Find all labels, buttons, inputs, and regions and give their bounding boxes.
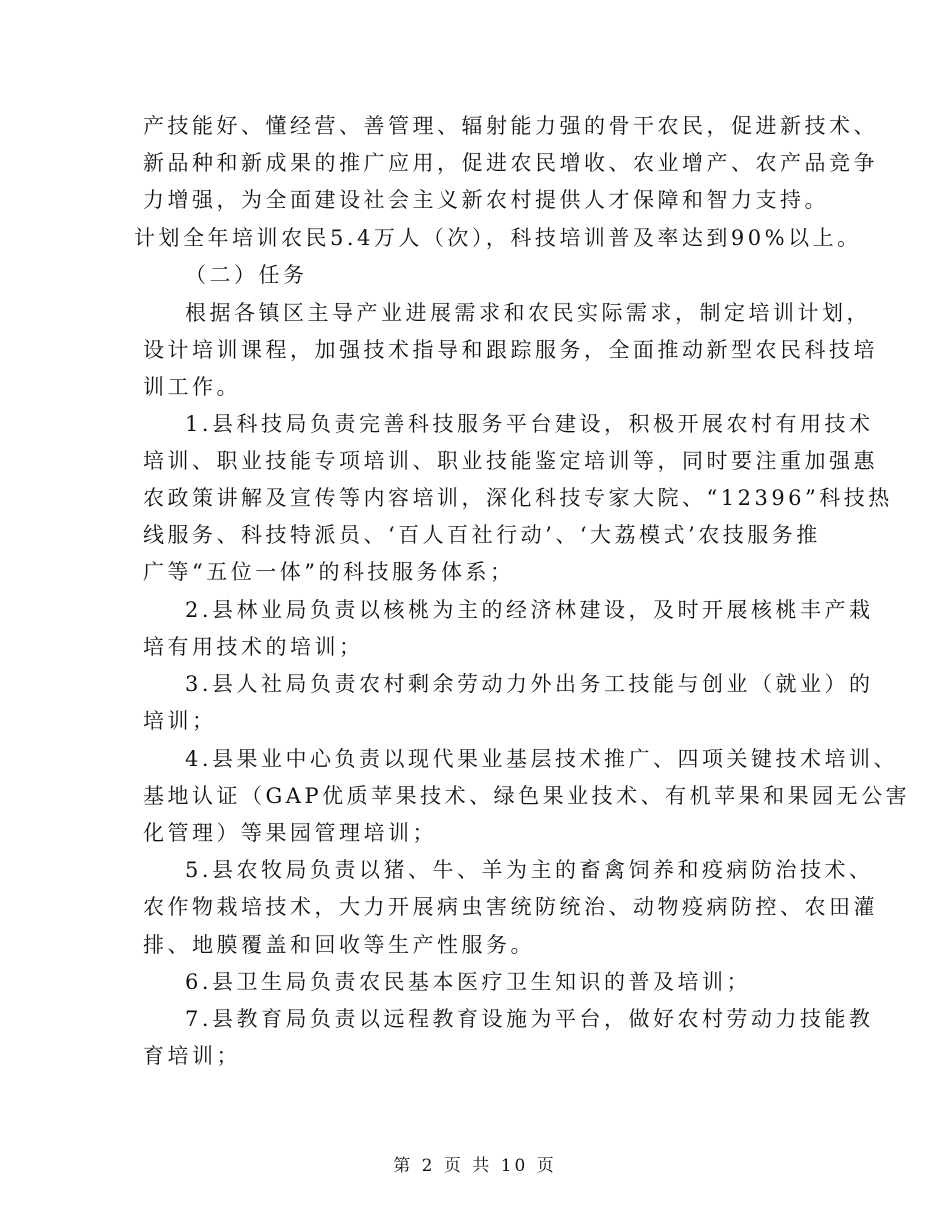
- text-line: 1.县科技局负责完善科技服务平台建设，积极开展农村有用技术: [185, 412, 874, 436]
- text-line: 3.县人社局负责农村剩余劳动力外出务工技能与创业（就业）的: [185, 672, 874, 696]
- text-line: 2.县林业局负责以核桃为主的经济林建设，及时开展核桃丰产栽: [185, 598, 874, 622]
- text-line: 培训、职业技能专项培训、职业技能鉴定培训等，同时要注重加强惠: [143, 449, 878, 473]
- text-line: 产技能好、懂经营、善管理、辐射能力强的骨干农民，促进新技术、: [143, 114, 878, 138]
- text-line: 力增强，为全面建设社会主义新农村提供人才保障和智力支持。: [143, 188, 829, 212]
- text-line: 根据各镇区主导产业进展需求和农民实际需求，制定培训计划，: [185, 301, 871, 325]
- text-line: 化管理）等果园管理培训；: [143, 821, 437, 845]
- text-line: 6.县卫生局负责农民基本医疗卫生知识的普及培训；: [185, 970, 752, 994]
- text-line: 农政策讲解及宣传等内容培训，深化科技专家大院、“12396”科技热: [143, 486, 893, 510]
- section-heading: （二）任务: [185, 263, 308, 287]
- text-line: 培有用技术的培训；: [143, 635, 364, 659]
- text-line: 线服务、科技特派员、‘百人百社行动’、‘大荔模式’农技服务推: [143, 523, 821, 547]
- text-line: 培训；: [143, 709, 217, 733]
- text-line: 广等“五位一体”的科技服务体系；: [143, 560, 515, 584]
- text-line: 7.县教育局负责以远程教育设施为平台，做好农村劳动力技能教: [185, 1007, 874, 1031]
- page-number: 第 2 页 共 10 页: [393, 1156, 557, 1176]
- text-line: 训工作。: [143, 375, 241, 399]
- text-line: 育培训；: [143, 1044, 241, 1068]
- text-line: 计划全年培训农民5.4万人（次），科技培训普及率达到90%以上。: [134, 226, 862, 250]
- text-line: 5.县农牧局负责以猪、牛、羊为主的畜禽饲养和疫病防治技术、: [185, 858, 874, 882]
- text-line: 基地认证（GAP优质苹果技术、绿色果业技术、有机苹果和果园无公害: [143, 784, 911, 808]
- text-line: 农作物栽培技术，大力开展病虫害统防统治、动物疫病防控、农田灌: [143, 895, 878, 919]
- text-line: 新品种和新成果的推广应用，促进农民增收、农业增产、农产品竞争: [143, 151, 878, 175]
- text-line: 排、地膜覆盖和回收等生产性服务。: [143, 933, 535, 957]
- text-line: 设计培训课程，加强技术指导和跟踪服务，全面推动新型农民科技培: [143, 338, 878, 362]
- text-line: 4.县果业中心负责以现代果业基层技术推广、四项关键技术培训、: [185, 747, 899, 771]
